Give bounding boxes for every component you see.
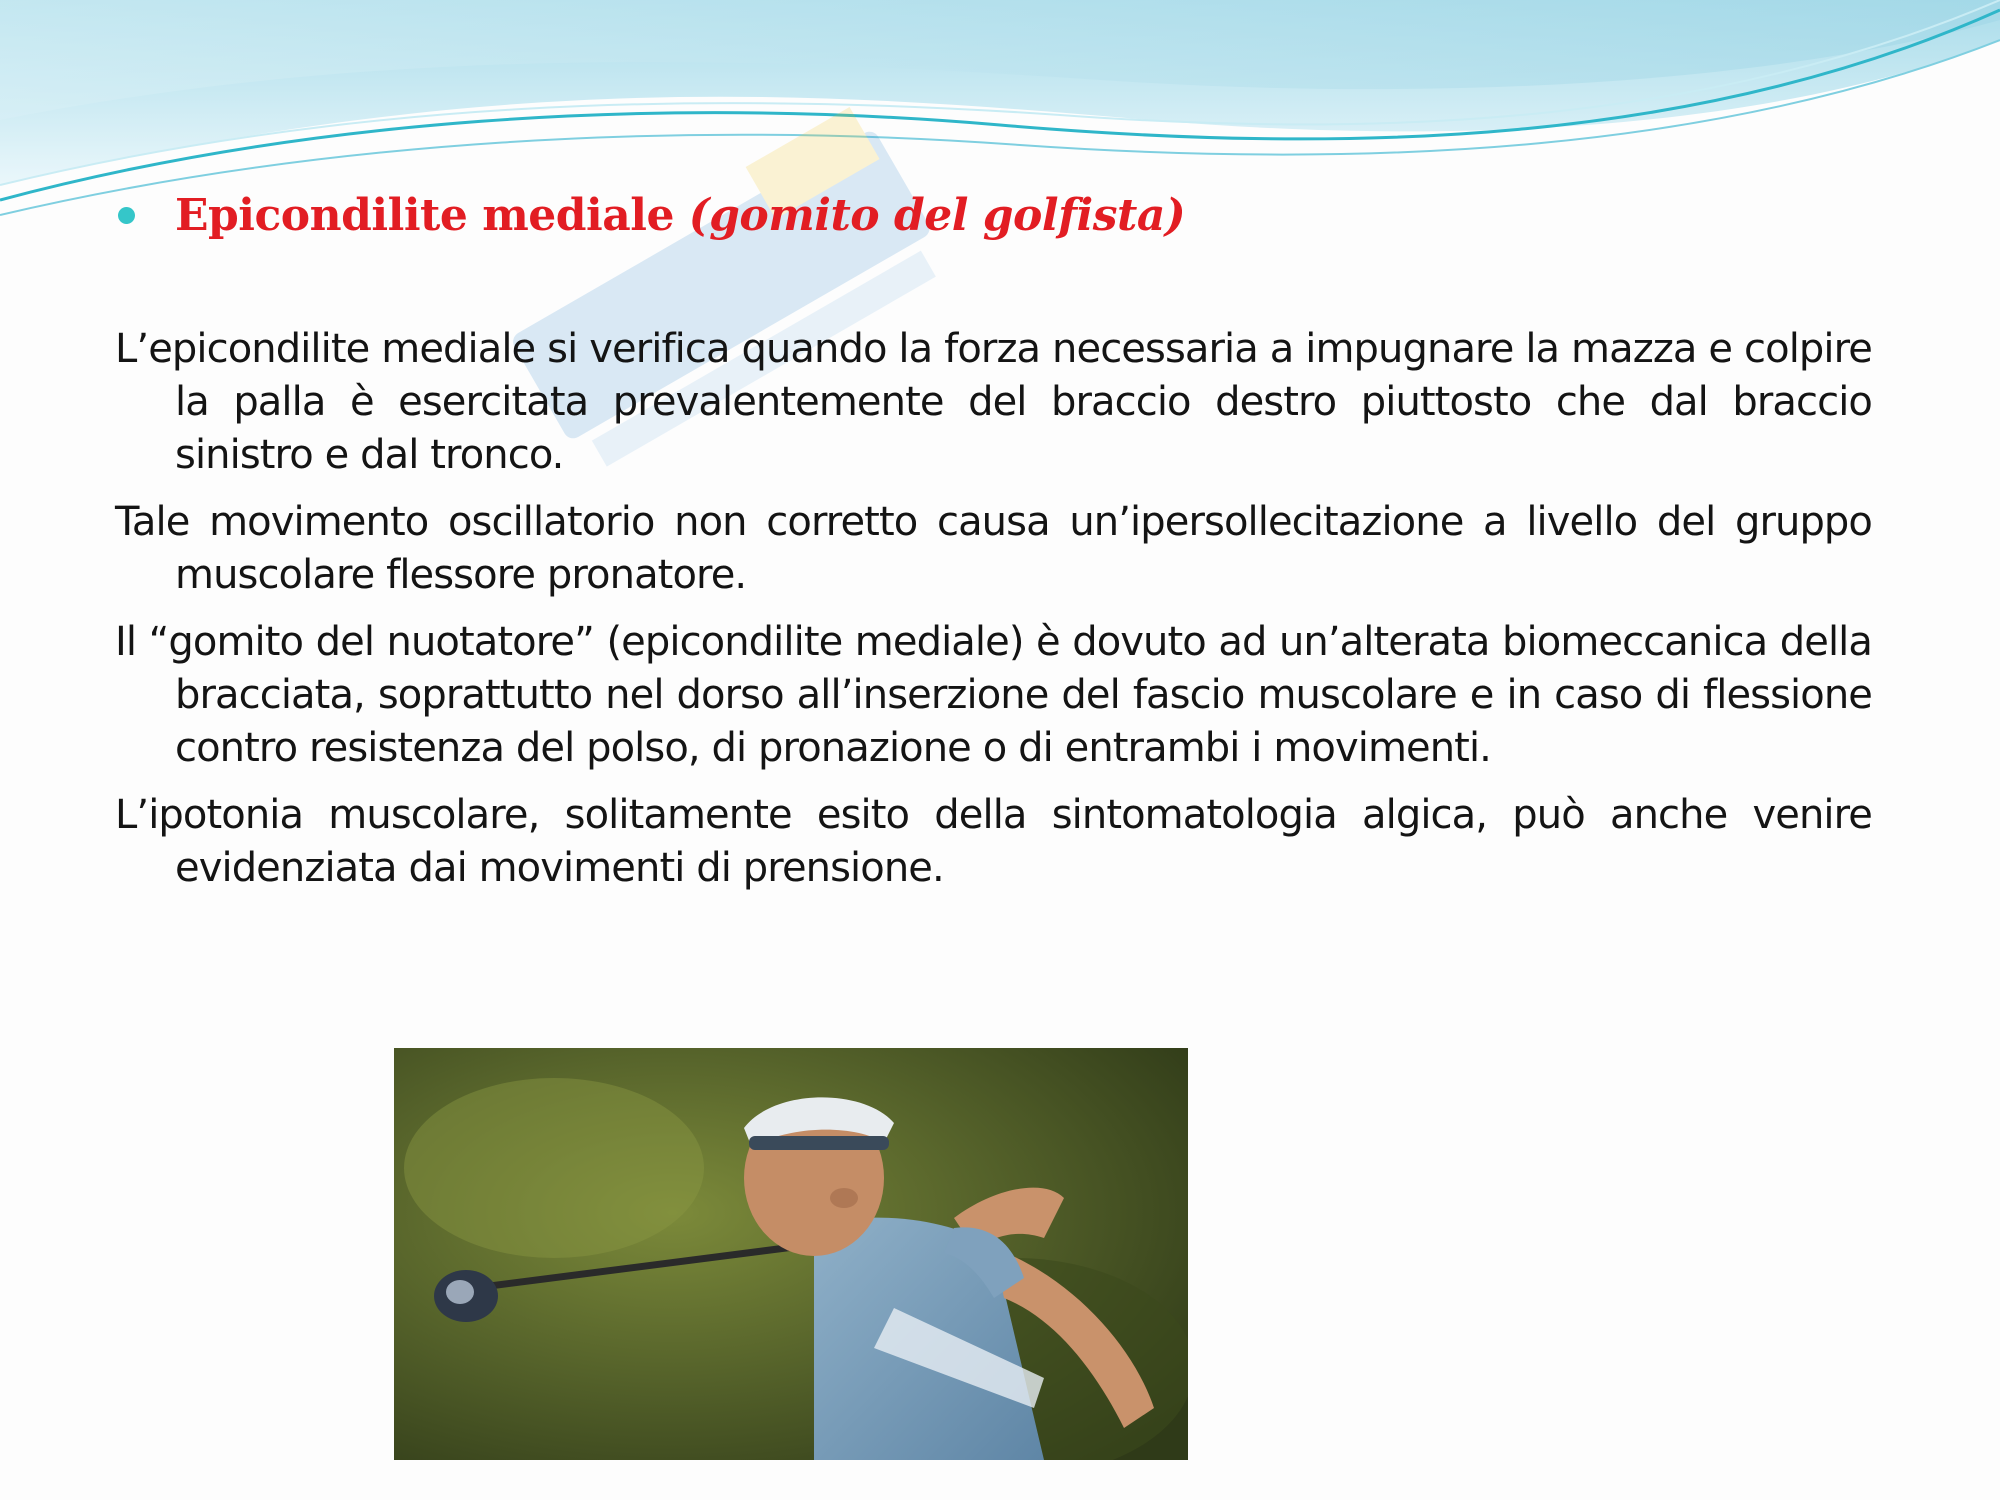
paragraph-2: Tale movimento oscillatorio non corretto causa un’ipersollecitazione a livello del gruppo muscolare flessore pronatore. [115,499,1872,598]
heading-main: Epicondilite mediale [175,190,674,241]
body-text [115,323,1872,909]
paragraph-4: L’ipotonia muscolare, solitamente esito della sintomatologia algica, può anche venire evidenziata dai movimenti di prensione. [115,792,1872,891]
golfer-photo [394,1048,1188,1460]
heading-text [175,190,1185,241]
paragraph-3: Il “gomito del nuotatore” (epicondilite mediale) è dovuto ad un’alterata biomeccanica della bracciata, soprattutto nel dorso all’inserzione del fascio muscolare e in caso di flessione contro resistenza del polso, di pronazione o di entrambi i movimenti. [115,619,1872,771]
bullet-icon [118,207,135,224]
heading-italic: (gomito del golfista) [688,190,1186,241]
paragraph-1: L’epicondilite mediale si verifica quando la forza necessaria a impugnare la mazza e colpire la palla è esercitata prevalentemente del braccio destro piuttosto che dal braccio sinistro e dal tronco. [115,326,1872,478]
slide-heading [118,190,1185,241]
